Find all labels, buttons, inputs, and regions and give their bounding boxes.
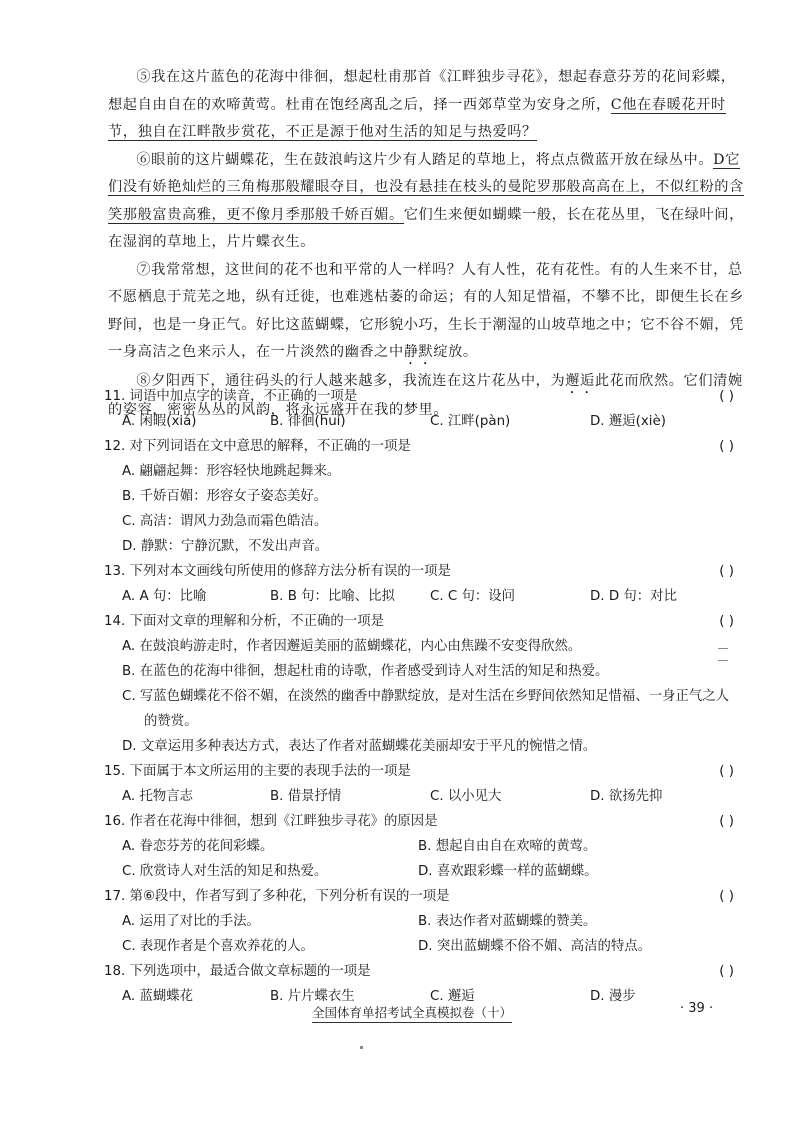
option-row <box>104 409 740 434</box>
option-b[interactable]: B. 片片蝶衣生 <box>270 989 355 1004</box>
answer-blank[interactable]: ( ) <box>719 439 734 454</box>
option-row <box>104 934 740 959</box>
question-stem: 13. 下列对本文画线句所使用的修辞方法分析有误的一项是 <box>104 564 451 579</box>
paragraph-5 <box>108 64 748 147</box>
paragraph-7-text: ⑦我常常想，这世间的花不也和平常的人一样吗？人有人性，花有花性。有的人生来不甘，总不愿栖息于荒芜之地，纵有迁徙，也难逃枯萎的命运；有的人知足惜福，不攀不比，即便生长在乡野间，也是一身正气。好比这蓝蝴蝶，它形貌小巧，生长于潮湿的山坡草地之中；它不谷不媚，凭一身高洁之色来示人，在一片淡然的幽香之中 <box>108 261 744 360</box>
question-14 <box>104 609 740 759</box>
question-list <box>104 384 740 1009</box>
answer-blank[interactable]: ( ) <box>719 889 734 904</box>
option-row <box>104 859 740 884</box>
option-b[interactable]: B. 借景抒情 <box>270 789 342 804</box>
option-d[interactable]: D. 文章运用多种表达方式，表达了作者对蓝蝴蝶花美丽却安于平凡的惋惜之情。 <box>122 739 597 754</box>
option-a[interactable]: A. 在鼓浪屿游走时，作者因邂逅美丽的蓝蝴蝶花，内心由焦躁不安变得欣然。 <box>122 639 582 654</box>
question-11 <box>104 384 740 434</box>
question-18 <box>104 959 740 1009</box>
answer-blank[interactable]: ( ) <box>719 389 734 404</box>
option-row <box>104 584 740 609</box>
question-15 <box>104 759 740 809</box>
option-c[interactable]: C. 表现作者是个喜欢养花的人。 <box>122 939 314 954</box>
option-b[interactable]: B. 想起自由自在欢啼的黄莺。 <box>418 839 597 854</box>
scan-speck <box>360 1046 363 1049</box>
option-c[interactable]: C. 欣赏诗人对生活的知足和热爱。 <box>122 864 328 879</box>
option-d[interactable]: D. 邂逅(xiè) <box>590 414 666 429</box>
option-b[interactable]: B. 徘徊(huí) <box>270 414 346 429</box>
question-stem: 11. 词语中加点字的读音，不正确的一项是 <box>104 389 358 404</box>
answer-blank[interactable]: ( ) <box>719 764 734 779</box>
question-stem: 15. 下面属于本文所运用的主要的表现手法的一项是 <box>104 764 411 779</box>
answer-blank[interactable]: ( ) <box>719 564 734 579</box>
option-c[interactable]: C. 江畔(pàn) <box>430 414 511 429</box>
option-a[interactable]: A. 蓝蝴蝶花 <box>122 989 193 1004</box>
option-row <box>104 909 740 934</box>
question-stem: 14. 下面对文章的理解和分析，不正确的一项是 <box>104 614 384 629</box>
reading-passage <box>108 64 748 425</box>
option-d[interactable]: D. 静默：宁静沉默，不发出声音。 <box>122 539 329 554</box>
dotted-word-xiehou: 邂逅 <box>565 373 595 389</box>
option-a[interactable]: A. 闲暇(xiá) <box>122 414 197 429</box>
option-c[interactable]: C. 写蓝色蝴蝶花不俗不媚，在淡然的幽香中静默绽放，是对生活在乡野间依然知足惜福、一身正气之人的赞赏。 <box>122 689 730 729</box>
paragraph-7 <box>108 257 748 369</box>
paragraph-6-tail: 它们生来便如蝴蝶一般，长在花丛里，飞在绿叶间，在湿润的草地上，片片蝶衣生。 <box>108 206 744 250</box>
underlined-sentence-c: C他在春暖花开时节，独自在江畔散步赏花，不正是源于他对生活的知足与热爱吗？ <box>108 96 726 140</box>
dotted-word-jingmo: 静默 <box>403 344 434 360</box>
option-b[interactable]: B. 千娇百媚：形容女子姿态美好。 <box>122 489 328 504</box>
answer-blank[interactable]: ( ) <box>719 964 734 979</box>
question-13 <box>104 559 740 609</box>
option-row <box>104 784 740 809</box>
option-a[interactable]: A. 托物言志 <box>122 789 193 804</box>
exam-footer-title: 全国体育单招考试全真模拟卷（十） <box>312 1003 512 1023</box>
question-stem: 18. 下列选项中，最适合做文章标题的一项是 <box>104 964 371 979</box>
option-row <box>104 834 740 859</box>
option-c[interactable]: C. 高洁：谓风力劲急而霜色皓洁。 <box>122 514 328 529</box>
option-d[interactable]: D. D 句：对比 <box>590 589 677 604</box>
option-d[interactable]: D. 漫步 <box>590 989 636 1004</box>
scan-speck <box>718 660 728 661</box>
option-b[interactable]: B. 表达作者对蓝蝴蝶的赞美。 <box>418 914 597 929</box>
option-d[interactable]: D. 突出蓝蝴蝶不俗不媚、高洁的特点。 <box>418 939 652 954</box>
answer-blank[interactable]: ( ) <box>719 814 734 829</box>
option-c[interactable]: C. 以小见大 <box>430 789 502 804</box>
paragraph-5-text: ⑤我在这片蓝色的花海中徘徊，想起杜甫那首《江畔独步寻花》，想起春意芬芳的花间彩蝶，想起自由自在的欢啼黄莺。杜甫在饱经离乱之后，择一西郊草堂为安身之所， <box>108 69 736 113</box>
scan-speck <box>718 648 728 649</box>
option-a[interactable]: A. 翩翩起舞：形容轻快地跳起舞来。 <box>122 464 341 479</box>
option-b[interactable]: B. 在蓝色的花海中徘徊，想起杜甫的诗歌，作者感受到诗人对生活的知足和热爱。 <box>122 664 609 679</box>
question-12 <box>104 434 740 559</box>
option-c[interactable]: C. C 句：设问 <box>430 589 516 604</box>
question-stem: 17. 第⑥段中，作者写到了多种花，下列分析有误的一项是 <box>104 889 450 904</box>
option-d[interactable]: D. 喜欢跟彩蝶一样的蓝蝴蝶。 <box>418 864 598 879</box>
paragraph-6-text: ⑥眼前的这片蝴蝶花，生在鼓浪屿这片少有人踏足的草地上，将点点微蓝开放在绿丛中。 <box>136 151 714 168</box>
question-17 <box>104 884 740 959</box>
option-c[interactable]: C. 邂逅 <box>430 989 475 1004</box>
underlined-sentence-d: D它们没有娇艳灿烂的三角梅那般耀眼夺目，也没有悬挂在枝头的曼陀罗那般高高在上，不似红粉的含笑那般富贵高雅，更不像月季那般千娇百媚。 <box>108 151 744 223</box>
paragraph-8-text: ⑧夕阳西下，通往码头的行人越来越多，我流连在这片花丛中，为 <box>136 373 566 389</box>
paragraph-7-tail: 绽放。 <box>433 344 478 360</box>
question-stem: 12. 对下列词语在文中意思的解释，不正确的一项是 <box>104 439 411 454</box>
paragraph-6 <box>108 147 748 257</box>
question-stem: 16. 作者在花海中徘徊，想到《江畔独步寻花》的原因是 <box>104 814 438 829</box>
option-a[interactable]: A. 运用了对比的手法。 <box>122 914 260 929</box>
paragraph-8-tail: 此花而欣然。它们清婉的姿容，密密丛丛的风韵，将永远盛开在我的梦里。 <box>108 373 743 418</box>
option-a[interactable]: A. 眷恋芬芳的花间彩蝶。 <box>122 839 274 854</box>
option-a[interactable]: A. A 句：比喻 <box>122 589 207 604</box>
question-16 <box>104 809 740 884</box>
option-b[interactable]: B. B 句：比喻、比拟 <box>270 589 395 604</box>
answer-blank[interactable]: ( ) <box>719 614 734 629</box>
page-number: · 39 · <box>680 1001 714 1016</box>
option-d[interactable]: D. 欲扬先抑 <box>590 789 663 804</box>
